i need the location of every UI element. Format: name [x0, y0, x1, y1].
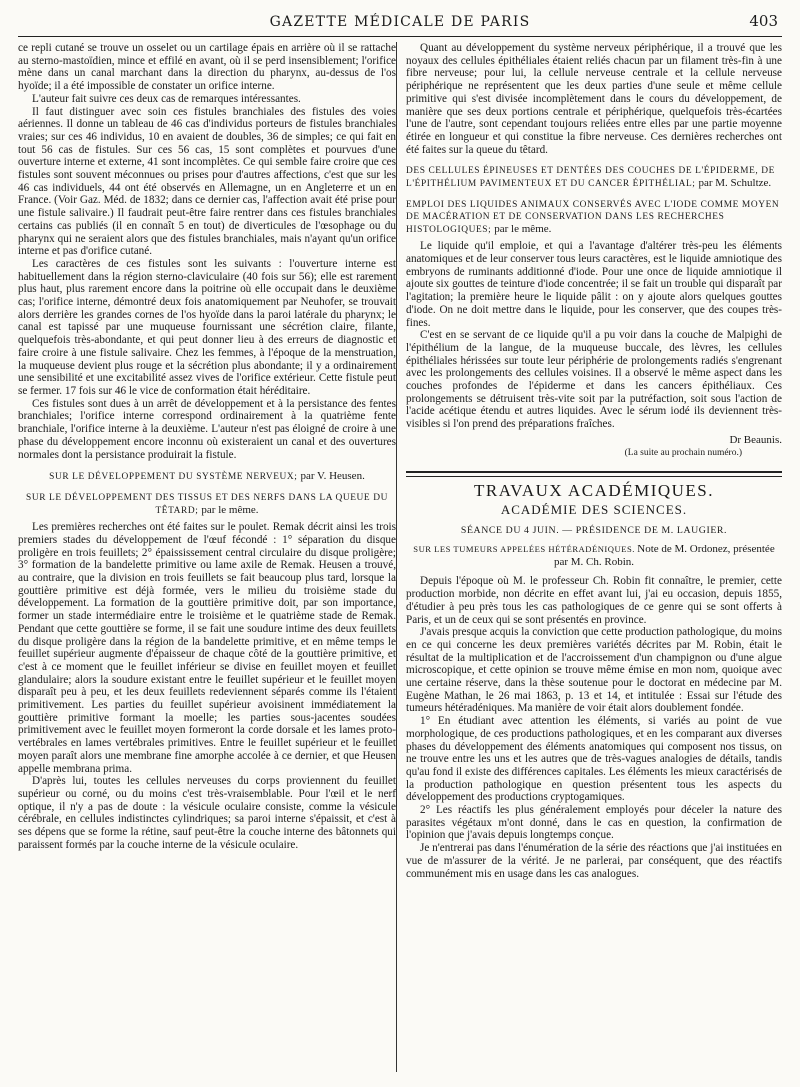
paragraph: ce repli cutané se trouve un osselet ou un cartilage épais en arrière où il se rattache au sterno-mastoïdien, mince et effilé en avant, où il se perd insensiblement; l'orifice mène dans un canal marchant dans la direction du pharynx, au-dessus de l'os hyoïde; il a été impossible de constater un orifice interne. — [18, 42, 396, 93]
right-column — [406, 42, 782, 1077]
section-title: EMPLOI DES LIQUIDES ANIMAUX CONSERVÉS AVEC L'IODE COMME MOYEN DE MACÉRATION ET DE CONSERVATION DANS LES RECHERCHES HISTOLOGIQUES; — [406, 200, 780, 236]
paragraph: Il faut distinguer avec soin ces fistules branchiales des fistules des voies aériennes. Il donne un tableau de 46 cas d'individus porteurs de fistules branchiales vraies; sur ces 46 individus, 10 en avaient de doubles, 36 de simples; ce qui fait en tout 56 cas de fistules. Sur ces 56 cas, 15 sont complètes et pourvues d'une ouverture interne et externe, 41 sont incomplètes. Ce qui semble faire croire que ces fistules sont souvent méconnues ou prises pour d'autres affections, c'est que sur les 46 cas individuels, 44 ont été observés en Allemagne, un en Angleterre et un en France. (Voir Gaz. Méd. de 1832; dans ce dernier cas, l'affection avait été prise pour une fistule salivaire.) Il faudrait peut-être faire rentrer dans ces fistules branchiales certains cas publiés (il en connaît 5 en tout) de diverticules de l'œsophage ou du pharynx qui ne seraient alors que des fistules branchiales, mais n'ayant qu'un orifice interne et pas d'orifice cutané. — [18, 105, 396, 258]
section-author: par le même. — [494, 223, 552, 236]
left-column — [18, 42, 396, 1077]
author-signature: Dr Beaunis. — [729, 433, 782, 446]
paper-note: Note de M. Ordonez, présentée par M. Ch. Robin. — [553, 543, 775, 569]
paragraph: Les premières recherches ont été faites sur le poulet. Remak décrit ainsi les trois premiers stades du développement de l'œuf fécondé : 1° séparation du disque proligère en trois feuillets; 2° épaississement central circulaire du disque proligère; 3° formation de la bandelette primitive ou lame axile de Remak. Heusen a trouvé, au contraire, que la division en trois feuillets se fait beaucoup plus tard, lorsque la gouttière primitive est déjà formée, vers le milieu du troisième stade du développement. La formation de la gouttière primitive doit, par son importance, former un stade intermédiaire entre le troisième et le quatrième stade de Remak. Pendant que cette gouttière se forme, il se fait une soudure intime des deux feuillets du disque proligère dans la région de la bandelette primitive, et en même temps le feuillet supérieur augmente d'épaisseur de chaque côté de la gouttière primitive, et c'est à ce moment que le feuillet inférieur se divise en feuillet moyen et feuillet glandulaire; alors la soudure existant entre le feuillet supérieur et le feuillet moyen disparaît peu à peu, et les deux feuillets redeviennent séparés comme ils l'étaient primitivement. Les parties du feuillet supérieur avoisinent immédiatement la gouttière primitive formant la moelle; les parties sous-jacentes soudées primitivement avec le feuillet moyen formeront la corde dorsale et les lames proto-vertébrales en lames vertébrales primitives. Entre le feuillet supérieur et le feuillet moyen paraît alors une membrane fine amorphe accolée à ce dernier, et que Heusen appelle membrana prima. — [18, 521, 396, 775]
academy-title: ACADÉMIE DES SCIENCES. — [500, 501, 688, 517]
section-title: SUR LE DÉVELOPPEMENT DES TISSUS ET DES NERFS DANS LA QUEUE DU TÊTARD; — [26, 493, 388, 517]
paragraph: J'avais presque acquis la conviction que cette production pathologique, du moins en ce qui concerne les deux premières variétés décrites par M. Robin, était le résultat de la multiplication et de l'accroissement d'un champignon ou d'une algue microscopique, et cette opinion se trouve même émise en mon nom, quoique avec une certaine réserve, dans la thèse soutenue pour le doctorat en médecine par M. Eugène Mathan, le 26 mai 1863, p. 13 et 14, et intitulée : Essai sur l'étude des tumeurs hétéradéniques. Ma manière de voir était alors doublement fondée. — [406, 626, 782, 715]
section-rule — [406, 471, 782, 477]
paragraph: D'après lui, toutes les cellules nerveuses du corps proviennent du feuillet supérieur ou corné, ou du moins c'est très-vraisemblable. Pour l'œil et le nerf optique, il n'y a pas de doute : la vésicule oculaire consiste, comme la vésicule cérébrale, en cellules indistinctes cylindriques; sa paroi interne s'épaissit, et c'est à ses dépens que se forme la rétine, sauf peut-être la couche interne des bâtonnets qui paraissent formés par la couche interne de la vésicule oculaire. — [18, 775, 396, 851]
section-title: SUR LE DÉVELOPPEMENT DU SYSTÈME NERVEUX; — [49, 472, 298, 483]
journal-title: GAZETTE MÉDICALE DE PARIS — [269, 14, 531, 30]
paragraph: C'est en se servant de ce liquide qu'il a pu voir dans la couche de Malpighi de l'épithélium de la langue, de la muqueuse buccale, des lèvres, les cellules épithéliales hérissées sur toute leur périphérie de prolongements radiés s'engrenant avec les prolongements des cellules voisines. Il a observé le même aspect dans les couches profondes de l'épiderme et dans les cancers épithéliaux. Ces prolongements se détruisent très-vite soit par la putréfaction, soit sous l'action de l'acide acétique étendu et autres liquides. Avec le sérum iodé ils deviennent très-visibles si l'on prend des préparations fraîches. — [406, 329, 782, 431]
section-heading — [18, 492, 396, 517]
section-title: DES CELLULES ÉPINEUSES ET DENTÉES DES COUCHES DE L'ÉPIDERME, DE L'ÉPITHÉLIUM PAVIMENTEUX ET DU CANCER ÉPITHÉLIAL; — [406, 166, 776, 190]
column-divider — [396, 42, 397, 1072]
section-author: par M. Schultze. — [698, 177, 772, 190]
page-number: 403 — [749, 12, 778, 30]
paragraph: 2° Les réactifs les plus généralement employés pour déceler la nature des parasites végétaux m'ont donné, dans le cas en question, la confirmation de l'opinion que j'avais depuis longtemps conçue. — [406, 804, 782, 842]
section-author: par le même. — [201, 504, 259, 517]
paragraph: 1° En étudiant avec attention les éléments, si variés au point de vue morphologique, de ces productions pathologiques, et en les comparant aux diverses phases du développement des éléments anatomiques qui composent nos tissus, on ne trouve entre les uns et les autres que de très-vagues analogies de détails, tandis qu'au fond il existe des différences capitales. Les éléments les mieux caractérisés de la production pathologique en question présentent tous les aspects du développement des productions cryptogamiques. — [406, 715, 782, 804]
paper-heading — [406, 543, 782, 569]
continued-note: (La suite au prochain numéro.) — [624, 447, 742, 458]
paragraph: Ces fistules sont dues à un arrêt de développement et à la persistance des fentes branchiales; l'orifice interne correspond ordinairement à la quatrième fente branchiale, l'orifice interne à la deuxième. L'auteur n'est pas éloigné de croire à une phase du développement encore inconnu où existeraient un canal et des ouvertures normales dont la persistance produirait la fistule. — [18, 397, 396, 461]
paper-title: SUR LES TUMEURS APPELÉES HÉTÉRADÉNIQUES. — [413, 544, 635, 555]
session-line: SÉANCE DU 4 JUIN. — PRÉSIDENCE DE M. LAUGIER. — [460, 524, 728, 536]
paragraph: Depuis l'époque où M. le professeur Ch. Robin fit connaître, le premier, cette production morbide, non décrite en effet avant lui, j'ai eu occasion, depuis 1855, d'étudier à peu près tous les cas pathologiques de ce genre qui se sont offerts à Paris, et un de ceux qui se sont présentés en province. — [406, 575, 782, 626]
section-heading — [406, 199, 782, 236]
page-header — [18, 10, 782, 37]
paragraph: Les caractères de ces fistules sont les suivants : l'ouverture interne est habituellement dans la région sterno-claviculaire (40 fois sur 56); elle est rarement plus haut, plus rarement encore dans la poitrine où elle occupait dans le deuxième cas; l'orifice interne, démontré deux fois anatomiquement par Neuhofer, se trouvait alors derrière les grandes cornes de l'os hyoïde dans la paroi latérale du pharynx; le canal est tapissé par une muqueuse fournissant une sécrétion claire, filante, quelquefois très-abondante, et qui peut donner lieu à des erreurs de diagnostic et faire croire à une fistule salivaire. Chez les femmes, à l'époque de la menstruation, la muqueuse devient plus rouge et la sécrétion plus abondante; il y a ordinairement une sensibilité et une excitabilité assez vives de l'orifice extérieur. Cette fistule peut se fermer. 17 fois sur 46 le vice de conformation était héréditaire. — [18, 257, 396, 397]
paragraph: Quant au développement du système nerveux périphérique, il a trouvé que les noyaux des cellules épithéliales étaient reliés chacun par un filament très-fin à une fibre nerveuse; pour lui, la cellule nerveuse centrale et la cellule nerveuse périphérique ne représentent que les deux parties d'une seule et même cellule primitive qui s'est divisée incomplètement dans le cours du développement, de manière que ses deux portions centrale et périphérique, quelquefois très-écartées l'une de l'autre, sont cependant toujours reliées entre elles par une partie moyenne étirée en longueur et qui constitue la fibre nerveuse. Ces dernières recherches ont été faites sur la queue du têtard. — [406, 42, 782, 156]
section-author: par V. Heusen. — [300, 470, 365, 483]
section-title-travaux: TRAVAUX ACADÉMIQUES. — [473, 481, 714, 501]
paragraph: L'auteur fait suivre ces deux cas de remarques intéressantes. — [32, 92, 301, 105]
section-heading — [406, 165, 782, 190]
paragraph: Je n'entrerai pas dans l'énumération de la série des réactions que j'ai instituées en vue de m'assurer de la vérité. Je ne parlerai, par conséquent, que des réactifs communément mis en usage dans les cas analogues. — [406, 842, 782, 880]
paragraph: Le liquide qu'il emploie, et qui a l'avantage d'altérer très-peu les éléments anatomiques et de leur conserver tous leurs caractères, est le liquide amniotique des embryons de ruminants additionné d'iode. Pour une once de liquide amniotique il ajoute six gouttes de teinture d'iode concentrée; il se fait un trouble qui disparaît par l'agitation; la première heure le liquide pâlit : on y ajoute alors quelques gouttes d'iode. On ne doit mettre dans le liquide, pour les conserver, que des coupes très-fines. — [406, 240, 782, 329]
section-heading — [18, 470, 396, 483]
